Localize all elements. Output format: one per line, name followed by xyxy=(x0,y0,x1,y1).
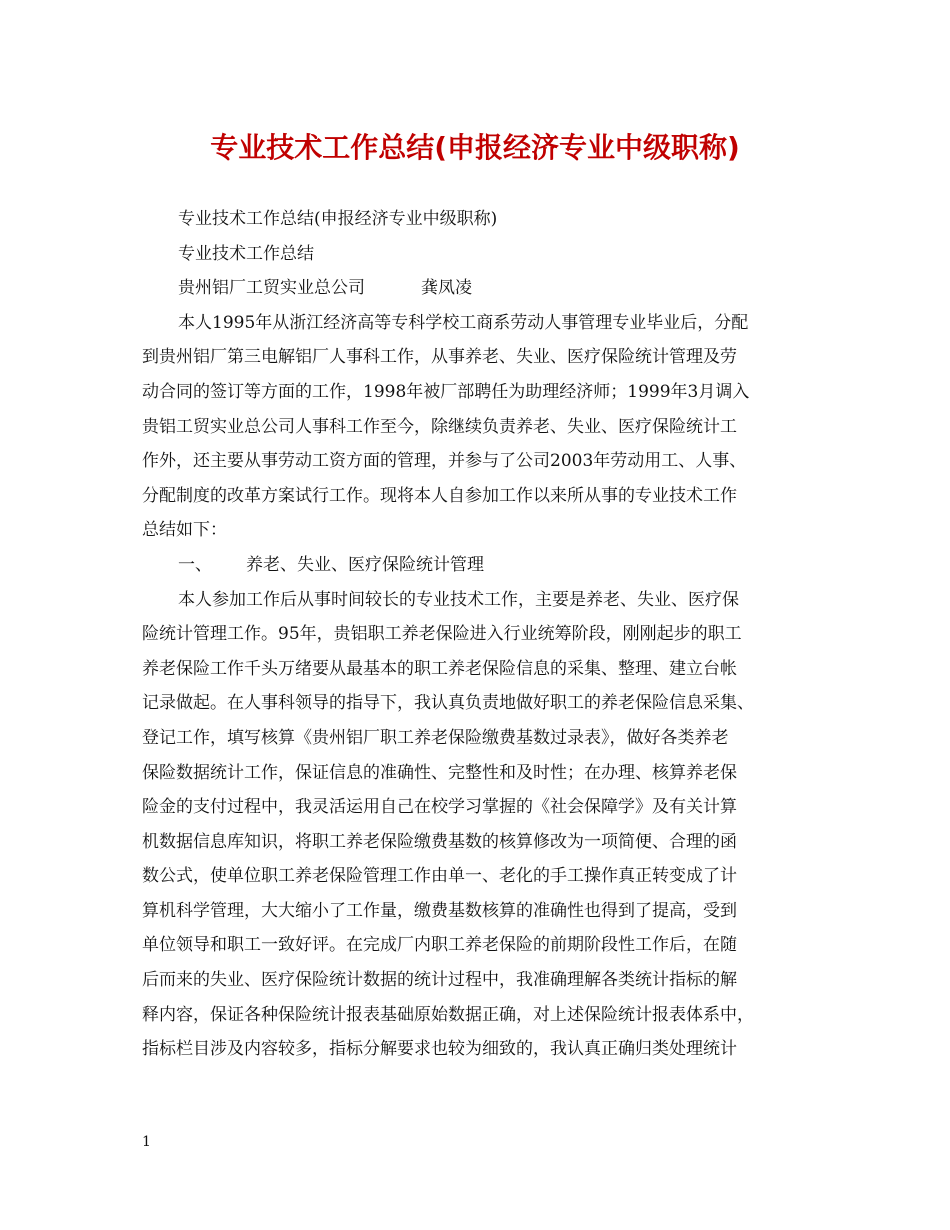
document-body xyxy=(142,202,804,1067)
document-title: 专业技术工作总结(申报经济专业中级职称) xyxy=(210,131,740,164)
paragraph-line: 本人参加工作后从事时间较长的专业技术工作，主要是养老、失业、医疗保 xyxy=(178,589,739,610)
paragraph-line: 算机科学管理，大大缩小了工作量，缴费基数核算的准确性也得到了提高，受到 xyxy=(142,900,737,921)
paragraph-line: 作外，还主要从事劳动工资方面的管理，并参与了公司2003年劳动用工、人事、 xyxy=(142,451,747,472)
paragraph-line: 释内容，保证各种保险统计报表基础原始数据正确，对上述保险统计报表体系中， xyxy=(142,1004,754,1025)
paragraph-line: 登记工作，填写核算《贵州铝厂职工养老保险缴费基数过录表》，做好各类养老 xyxy=(142,727,729,748)
paragraph-line: 数公式，使单位职工养老保险管理工作由单一、老化的手工操作真正转变成了计 xyxy=(142,866,737,887)
author-name: 龚凤凌 xyxy=(421,278,472,299)
paragraph-line: 记录做起。在人事科领导的指导下，我认真负责地做好职工的养老保险信息采集、 xyxy=(142,693,754,714)
paragraph-line: 险统计管理工作。95年，贵铝职工养老保险进入行业统筹阶段，刚刚起步的职工 xyxy=(142,624,742,645)
paragraph-line: 养老保险工作千头万绪要从最基本的职工养老保险信息的采集、整理、建立台帐 xyxy=(142,658,737,679)
subtitle-line: 专业技术工作总结(申报经济专业中级职称) xyxy=(178,209,498,229)
paragraph-line: 单位领导和职工一致好评。在完成厂内职工养老保险的前期阶段性工作后，在随 xyxy=(142,935,737,956)
section1-heading xyxy=(142,548,804,583)
paragraph-line: 贵铝工贸实业总公司人事科工作至今，除继续负责养老、失业、医疗保险统计工 xyxy=(142,416,737,437)
section1-number: 一、 xyxy=(178,554,212,575)
paragraph-line: 动合同的签订等方面的工作，1998年被厂部聘任为助理经济师；1999年3月调入 xyxy=(142,381,750,402)
paragraph-line: 保险数据统计工作，保证信息的准确性、完整性和及时性；在办理、核算养老保 xyxy=(142,762,737,783)
paragraph-line: 到贵州铝厂第三电解铝厂人事科工作，从事养老、失业、医疗保险统计管理及劳 xyxy=(142,347,737,368)
paragraph-line: 分配制度的改革方案试行工作。现将本人自参加工作以来所从事的专业技术工作 xyxy=(142,485,737,506)
paragraph-line: 险金的支付过程中，我灵活运用自己在校学习掌握的《社会保障学》及有关计算 xyxy=(142,797,737,818)
section1-title: 养老、失业、医疗保险统计管理 xyxy=(246,554,484,575)
paragraph-line: 机数据信息库知识，将职工养老保险缴费基数的核算修改为一项简便、合理的函 xyxy=(142,831,737,852)
section-heading: 专业技术工作总结 xyxy=(178,243,314,264)
author-line xyxy=(142,271,804,306)
page-number: 1 xyxy=(142,1134,151,1150)
organization-name: 贵州铝厂工贸实业总公司 xyxy=(178,278,365,299)
paragraph-line: 总结如下： xyxy=(142,520,227,541)
paragraph-line: 指标栏目涉及内容较多，指标分解要求也较为细致的，我认真正确归类处理统计 xyxy=(142,1039,737,1060)
paragraph-line: 后而来的失业、医疗保险统计数据的统计过程中，我准确理解各类统计指标的解 xyxy=(142,970,737,991)
paragraph-line: 本人1995年从浙江经济高等专科学校工商系劳动人事管理专业毕业后，分配 xyxy=(178,312,749,333)
